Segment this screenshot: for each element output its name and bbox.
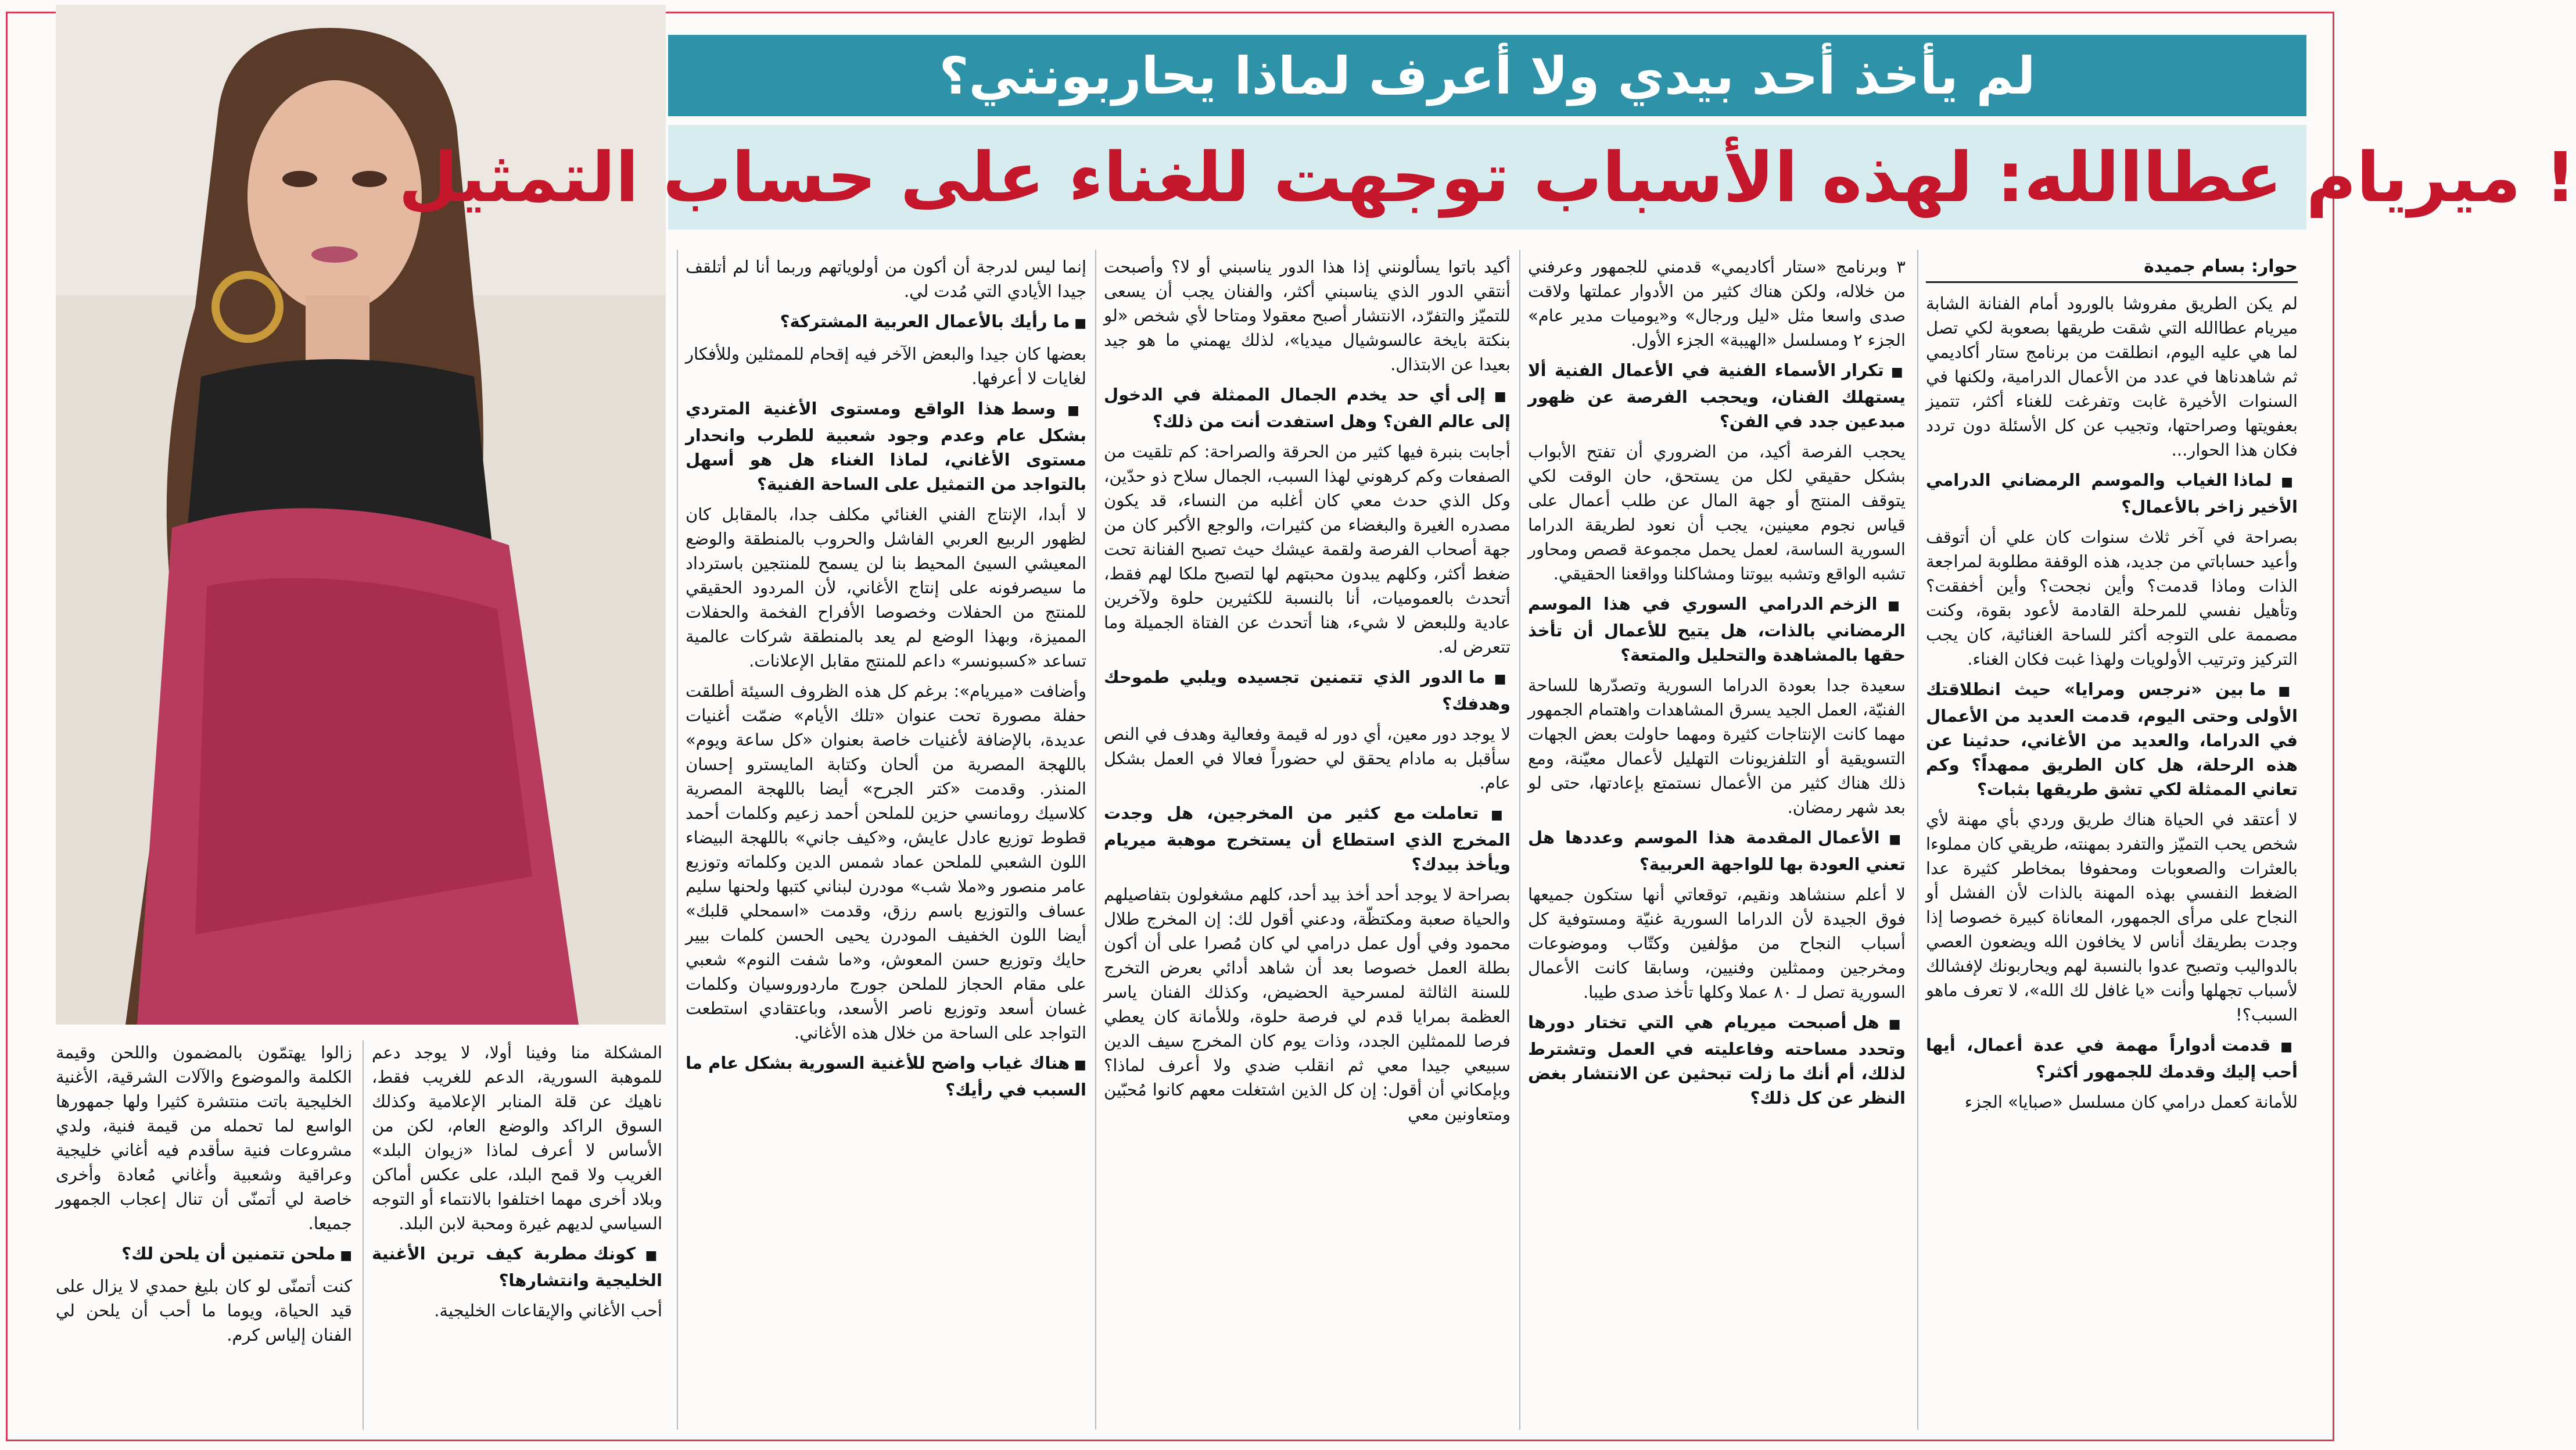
- question: ■ ما رأيك بالأعمال العربية المشتركة؟: [686, 309, 1086, 336]
- answer: ٣ وبرنامج «ستار أكاديمي» قدمني للجمهور وعرفني من خلاله، ولكن هناك كثير من الأدوار عملتها ولاقت صدى واسعا مثل «ليل ورجال» و«يوميات مدير عام» الجزء ٢ ومسلسل «الهيبة» الجزء الأول.: [1528, 257, 1906, 350]
- question: ■ لماذا الغياب والموسم الرمضاني الدرامي الأخير زاخر بالأعمال؟: [1926, 468, 2298, 519]
- column-divider: [1917, 250, 1918, 1430]
- column-divider: [677, 250, 678, 1430]
- question: ■ إلى أي حد يخدم الجمال الممثلة في الدخول إلى عالم الفن؟ وهل استفدت أنت من ذلك؟: [1104, 382, 1511, 434]
- answer: بصراحة في آخر ثلاث سنوات كان علي أن أتوقف وأعيد حساباتي من جديد، هذه الوقفة مطلوبة لمراجعة الذات وماذا قدمت؟ وأين نجحت؟ وأين أخفقت؟ وتأهيل نفسي للمرحلة القادمة لأعود بقوة، وكنت مصممة على التوجه أكثر للساحة الغنائية، كان يجب التركيز وترتيب الأولويات ولهذا غبت فكان الغناء.: [1926, 527, 2298, 669]
- answer: بعضها كان جيدا والبعض الآخر فيه إقحام للممثلين وللأفكار لغايات لا أعرفها.: [686, 344, 1086, 388]
- column-divider: [1519, 250, 1520, 1430]
- answer: إنما ليس لدرجة أن أكون من أولوياتهم وربما أنا لم أتلقف جيدا الأيادي التي مُدت لي.: [686, 257, 1086, 301]
- column-3: [1104, 255, 1511, 1434]
- answer: بصراحة لا يوجد أحد أخذ بيد أحد، كلهم مشغولون بتفاصيلهم والحياة صعبة ومكتظّة، ودعني أقول لك: إن المخرج طلال محمود وفي أول عمل درامي لي كان مُصرا على أن أكون بطلة العمل خصوصا بعد أن شاهد أدائي بعرض التخرج للسنة الثالثة لمسرحية الحضيض، وكذلك الفنان ياسر العظمة بمرايا قدم لي فرصة حلوة، وللأمانة كان يعطي فرصا للممثلين الجدد، وذات يوم كان المخرج سيف الدين سبيعي جيدا معي ثم انقلب ضدي ولا أعرف لماذا؟ وبإمكاني أن أقول: إن كل الذين اشتغلت معهم كانوا مُحبّين ومتعاونين معي: [1104, 885, 1511, 1124]
- question: ■ ما الدور الذي تتمنين تجسيده ويلبي طموحك وهدفك؟: [1104, 665, 1511, 716]
- answer: يحجب الفرصة أكيد، من الضروري أن تفتح الأبواب بشكل حقيقي لكل من يستحق، حان الوقت لكي يتوقف المنتج أو جهة المال عن طلب أعمال على قياس نجوم معينين، يجب أن نعود لطريقة الدراما السورية الساسة، لعمل يحمل مجموعة قصص ومحاور تشبه الواقع وتشبه بيوتنا ومشاكلنا وواقعنا الحقيقي.: [1528, 442, 1906, 583]
- answer: أحب الأغاني والإيقاعات الخليجية.: [434, 1301, 662, 1320]
- answer: لا يوجد دور معين، أي دور له قيمة وفعالية وهدف في النص سأقبل به مادام يحقق لي حضوراً فعالا في العمل بشكل عام.: [1104, 724, 1511, 793]
- answer: سعيدة جدا بعودة الدراما السورية وتصدّرها للساحة الفنيّة، العمل الجيد يسرق المشاهدات واهتمام الجمهور مهما كانت الإنتاجات كثيرة ومهما حاولت بعض الجهات التسويقية أو التلفزيونات التهليل لأعمال معيّنة، ومع ذلك هناك كثير من الأعمال نستمتع بإعادتها، حتى لو بعد شهر رمضان.: [1528, 675, 1906, 817]
- headline-title: ميريام عطاالله: لهذه الأسباب توجهت للغناء على حساب التمثيل !: [398, 137, 2576, 217]
- column-2: [1528, 255, 1906, 1434]
- question: ■ هناك غياب واضح للأغنية السورية بشكل عام ما السبب في رأيك؟: [686, 1051, 1086, 1102]
- answer: المشكلة منا وفينا أولا، لا يوجد دعم للموهبة السورية، الدعم للغريب فقط، ناهيك عن قلة المنابر الإعلامية وكذلك السوق الراكد والوضع العام، لكن من الأساس لا أعرف لماذا «زيوان البلد» الغريب ولا قمح البلد، على عكس أماكن وبلاد أخرى مهما اختلفوا بالانتماء أو التوجه السياسي لديهم غيرة ومحبة لابن البلد.: [372, 1043, 662, 1233]
- answer: أجابت بنبرة فيها كثير من الحرقة والصراحة: كم تلقيت من الصفعات وكم كرهوني لهذا السبب، الجمال سلاح ذو حدّين، وكل الذي حدث معي كان أغلبه من النساء، قد يكون مصدره الغيرة والبغضاء من كثيرات، والوجع الأكبر كان من جهة أصحاب الفرصة ولقمة عيشك حيث تصبح الفنانة تحت ضغط أكثر، وكلهم يبدون محبتهم لها لتصبح ملكا لهم فقط، أتحدث بالعموميات، أنا بالنسبة للكثيرين حلوة ولآخرين عادية وللبعض لا شيء، هنا أتحدث عن الفتاة الجميلة وما تتعرض له.: [1104, 442, 1511, 657]
- banner-title: لم يأخذ أحد بيدي ولا أعرف لماذا يحاربونني؟: [939, 45, 2036, 106]
- answer: وأضافت «ميريام»: برغم كل هذه الظروف السيئة أطلقت حفلة مصورة تحت عنوان «تلك الأيام» ضمّت أغنيات عديدة، بالإضافة لأغنيات خاصة بعنوان «كل ساعة ويوم» باللهجة المصرية من ألحان وكتابة المايسترو إحسان المنذر. وقدمت «كتر الجرح» أيضا باللهجة المصرية كلاسيك رومانسي حزين للملحن أحمد زعيم وكلمات أحمد قطوط توزيع عادل عايش، و«كيف جاني» باللهجة البيضاء اللون الشعبي للملحن عماد شمس الدين وكلماته وتوزيع عامر منصور و«ملا شب» مودرن لبناني كتبها ولحنها سليم عساف والتوزيع باسم رزق، وقدمت «اسمحلي قلبك» أيضا اللون الخفيف المودرن يحيى الحسن كلمات بيير حايك وتوزيع حسن المعوش، و«ما شفت النوم» شعبي على مقام الحجاز للملحن جورج ماردوروسيان وكلمات غسان أسعد وتوزيع ناصر الأسعد، وباعتقادي استطعت التواجد على الساحة من خلال هذه الأغاني.: [686, 681, 1086, 1043]
- answer: لا أعلم سنشاهد ونقيم، توقعاتي أنها ستكون جميعها فوق الجيدة لأن الدراما السورية غنيّة ومستوفية كل أسباب النجاح من مؤلفين وكتّاب وموضوعات ومخرجين وممثلين وفنيين، وسابقا كانت الأعمال السورية تصل لـ ٨٠ عملا وكلها تأخذ صدى طيبا.: [1528, 885, 1906, 1002]
- intro-paragraph: لم يكن الطريق مفروشا بالورود أمام الفنانة الشابة ميريام عطاالله التي شقت طريقها بصعوبة لكي تصل لما هي عليه اليوم، انطلقت من برنامج ستار أكاديمي ثم شاهدناها في عدد من الأعمال الدرامية، ولكنها في السنوات الأخيرة غابت وتفرغت للغناء أكثر، تتميز بعفويتها وصراحتها، وتجيب عن كل الأسئلة دون تردد فكان هذا الحوار...: [1926, 293, 2298, 460]
- question: ■ هل أصبحت ميريام هي التي تختار دورها وتحدد مساحته وفاعليته في العمل وتشترط لذلك، أم أنك ما زلت تبحثين عن الانتشار بغض النظر عن كل ذلك؟: [1528, 1010, 1906, 1110]
- question: ■ الأعمال المقدمة هذا الموسم وعددها هل تعني العودة بها للواجهة العربية؟: [1528, 825, 1906, 876]
- answer: كنت أتمنّى لو كان بليغ حمدي لا يزال على قيد الحياة، ويوما ما أحب أن يلحن لي الفنان إلياس كرم.: [56, 1276, 352, 1345]
- question: ■ تكرار الأسماء الفنية في الأعمال الفنية ألا يستهلك الفنان، ويحجب الفرصة عن ظهور مبدعين جدد في الفن؟: [1528, 358, 1906, 434]
- answer: زالوا يهتمّون بالمضمون واللحن وقيمة الكلمة والموضوع والآلات الشرقية، الأغنية الخليجية باتت منتشرة كثيرا ولها جمهورها الواسع لما تحمله من قيمة فنية، ولدي مشروعات فنية سأقدم فيه أغاني خليجية وعراقية وشعبية وأغاني مُعادة وأخرى خاصة لي أتمنّى أن تنال إعجاب الجمهور جميعا.: [56, 1043, 352, 1233]
- top-banner: [668, 35, 2306, 116]
- answer: أكيد باتوا يسألونني إذا هذا الدور يناسبني أو لا؟ وأصبحت أنتقي الدور الذي يناسبني أكثر، والفنان يجب أن يسعى للتميّز والتفرّد، الانتشار أصبح معقولا ومتاحا لأي شخص «لو بنكتة بايخة عالسوشيال ميديا»، لذلك يهمني ما هو جيد بعيدا عن الابتذال.: [1104, 257, 1511, 374]
- column-1: [1926, 255, 2298, 1434]
- column-5: [372, 1040, 662, 1430]
- answer: لا أعتقد في الحياة هناك طريق وردي بأي مهنة لأي شخص يحب التميّز والتفرد بمهنته، طريقي كان مملوءا بالعثرات والصعوبات ومحفوفا بمخاطر كثيرة عدا الضغط النفسي بهذه المهنة بالذات لأن الفشل أو النجاح على مرأى الجمهور، المعاناة كبيرة خصوصا إذا وجدت بطريقك أناس لا يخافون الله ويضعون العصي بالدواليب وتصبح عدوا بالنسبة لهم ويحاربونك لإفشالك لأسباب تجهلها وأنت «يا غافل لك الله»، لا تعرف ماهو السبب؟!: [1926, 810, 2298, 1025]
- headline-bar: [398, 125, 2576, 230]
- column-4: [686, 255, 1086, 1434]
- byline: حوار: بسام جميدة: [1926, 255, 2298, 283]
- answer: لا أبدا، الإنتاج الفني الغنائي مكلف جدا، بالمقابل كان لظهور الربيع العربي الفاشل والحروب بالمنطقة والوضع المعيشي السيئ المحيط بنا لن يسمح للمنتجين باسترداد ما سيصرفونه على إنتاج الأغاني، لأن المردود الحقيقي للمنتج من الحفلات وخصوصا الأفراح الفخمة والحفلات المميزة، وبهذا الوضع لم يعد بالمنطقة شركات عالمية تساعد «كسبونسر» داعم للمنتج مقابل الإعلانات.: [686, 504, 1086, 671]
- question: ■ الزخم الدرامي السوري في هذا الموسم الرمضاني بالذات، هل يتيح للأعمال أن تأخذ حقها بالمشاهدة والتحليل والمتعة؟: [1528, 592, 1906, 667]
- question: ■ كونك مطربة كيف ترين الأغنية الخليجية وانتشارها؟: [372, 1241, 662, 1293]
- column-divider: [1095, 250, 1096, 1430]
- column-divider: [363, 1040, 364, 1430]
- question: ■ قدمت أدواراً مهمة في عدة أعمال، أيها أحب إليك وقدمك للجمهور أكثر؟: [1926, 1033, 2298, 1084]
- answer: للأمانة كعمل درامي كان مسلسل «صبايا» الجزء: [1964, 1092, 2298, 1112]
- question: ■ ما بين «نرجس ومرايا» حيث انطلاقتك الأولى وحتى اليوم، قدمت العديد من الأعمال في الدراما، والعديد من الأغاني، حدثينا عن هذه الرحلة، هل كان الطريق ممهداً؟ وكم تعاني الممثلة لكي تشق طريقها بثبات؟: [1926, 677, 2298, 801]
- question: ■ ملحن تتمنين أن يلحن لك؟: [56, 1241, 352, 1268]
- column-6: [56, 1040, 352, 1430]
- question: ■ وسط هذا الواقع ومستوى الأغنية المتردي بشكل عام وعدم وجود شعبية للطرب وانحدار مستوى الأغاني، لماذا الغناء هل هو أسهل بالتواجد من التمثيل على الساحة الفنية؟: [686, 396, 1086, 496]
- question: ■ تعاملت مع كثير من المخرجين، هل وجدت المخرج الذي استطاع أن يستخرج موهبة ميريام ويأخذ بيدك؟: [1104, 801, 1511, 876]
